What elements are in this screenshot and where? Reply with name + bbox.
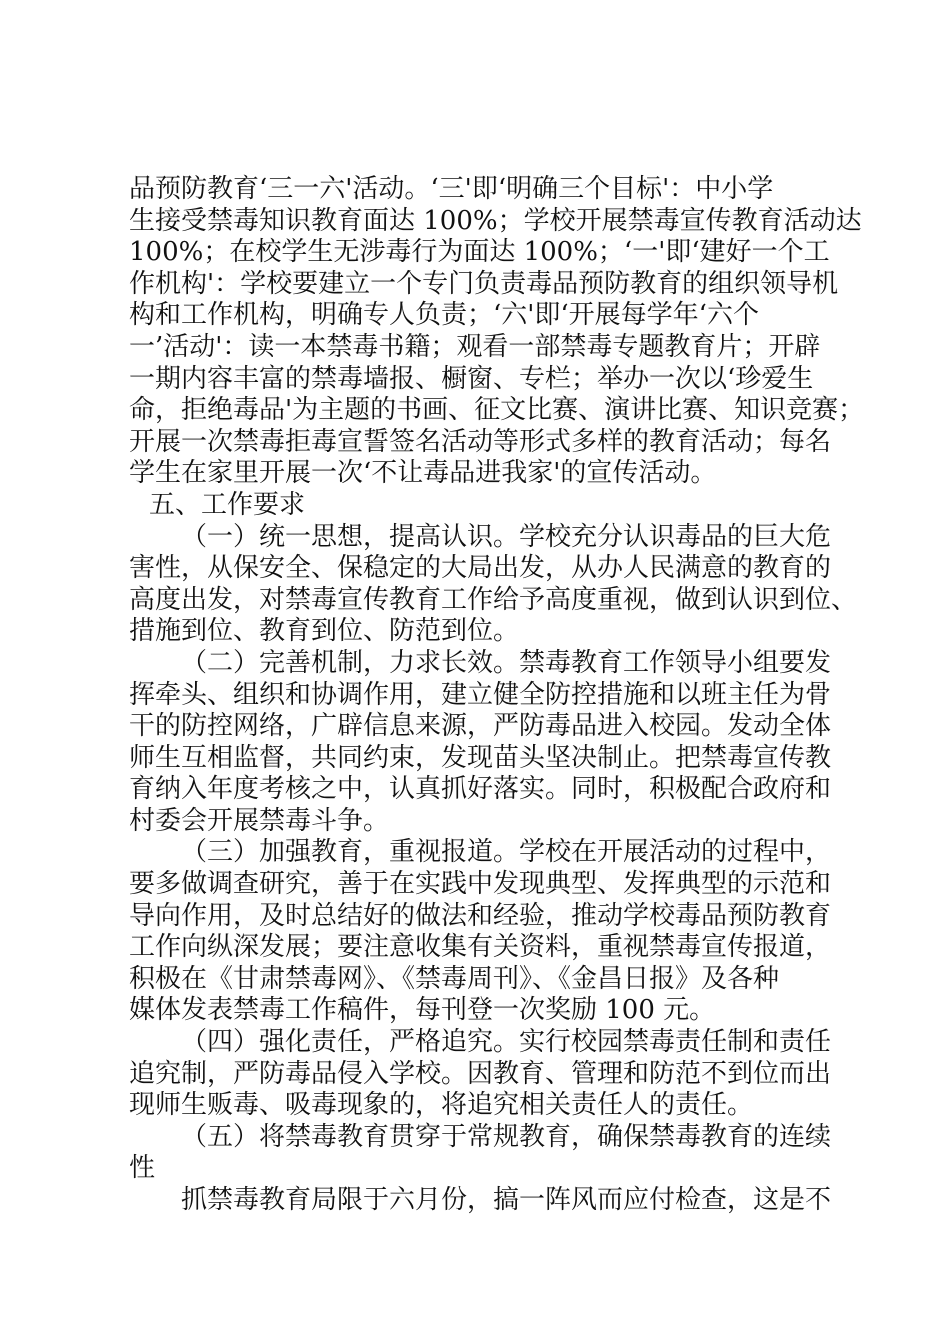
text-line: 现师生贩毒、吸毒现象的，将追究相关责任人的责任。: [129, 1090, 754, 1121]
text-line: 命，拒绝毒品'为主题的书画、征文比赛、演讲比赛、知识竞赛；: [129, 395, 865, 426]
text-line: 高度出发，对禁毒宣传教育工作给予高度重视，做到认识到位、: [129, 584, 858, 615]
text-line: （二）完善机制，力求长效。禁毒教育工作领导小组要发: [181, 647, 832, 678]
text-line: 媒体发表禁毒工作稿件，每刊登一次奖励 100 元。: [129, 995, 716, 1026]
text-line: 干的防控网络，广辟信息来源，严防毒品进入校园。发动全体: [129, 711, 832, 742]
text-line: 挥牵头、组织和协调作用，建立健全防控措施和以班主任为骨: [129, 679, 832, 710]
text-line: 抓禁毒教育局限于六月份，搞一阵风而应付检查，这是不: [181, 1185, 832, 1215]
text-line: 100%；在校学生无涉毒行为面达 100%；‘一'即‘建好一个工: [129, 237, 830, 268]
text-line: （三）加强教育，重视报道。学校在开展活动的过程中，: [181, 837, 832, 868]
text-line: 导向作用，及时总结好的做法和经验，推动学校毒品预防教育: [129, 900, 832, 931]
text-line: （一）统一思想，提高认识。学校充分认识毒品的巨大危: [181, 521, 832, 552]
text-line: 害性，从保安全、保稳定的大局出发，从办人民满意的教育的: [129, 553, 832, 584]
text-line: 作机构'：学校要建立一个专门负责毒品预防教育的组织领导机: [129, 268, 839, 299]
text-line: （四）强化责任，严格追究。实行校园禁毒责任制和责任: [181, 1027, 832, 1058]
text-line: 育纳入年度考核之中，认真抓好落实。同时，积极配合政府和: [129, 774, 832, 805]
text-line: 生接受禁毒知识教育面达 100%；学校开展禁毒宣传教育活动达: [129, 205, 862, 236]
text-line: 一期内容丰富的禁毒墙报、橱窗、专栏；举办一次以‘珍爱生: [129, 363, 814, 394]
text-line: 措施到位、教育到位、防范到位。: [129, 616, 520, 647]
section-heading: 五、工作要求: [149, 489, 306, 520]
text-line: 要多做调查研究，善于在实践中发现典型、发挥典型的示范和: [129, 869, 832, 900]
text-line: 品预防教育‘三一六'活动。‘三'即‘明确三个目标'：中小学: [129, 174, 774, 204]
document-body: [129, 174, 865, 1217]
text-line: 积极在《甘肃禁毒网》、《禁毒周刊》、《金昌日报》及各种: [129, 963, 780, 994]
text-line: 村委会开展禁毒斗争。: [129, 805, 390, 836]
text-line: 工作向纵深发展；要注意收集有关资料，重视禁毒宣传报道，: [129, 932, 832, 963]
text-line: （五）将禁毒教育贯穿于常规教育，确保禁毒教育的连续: [181, 1121, 832, 1152]
text-line: 师生互相监督，共同约束，发现苗头坚决制止。把禁毒宣传教: [129, 742, 832, 773]
text-line: 追究制，严防毒品侵入学校。因教育、管理和防范不到位而出: [129, 1058, 832, 1089]
text-line: 性: [129, 1153, 156, 1184]
text-line: 学生在家里开展一次‘不让毒品进我家'的宣传活动。: [129, 458, 717, 489]
text-line: 开展一次禁毒拒毒宣誓签名活动等形式多样的教育活动；每名: [129, 426, 832, 457]
text-line: 一’活动'：读一本禁毒书籍；观看一部禁毒专题教育片；开辟: [129, 331, 821, 362]
text-line: 构和工作机构，明确专人负责；‘六'即‘开展每学年‘六个: [129, 300, 759, 331]
